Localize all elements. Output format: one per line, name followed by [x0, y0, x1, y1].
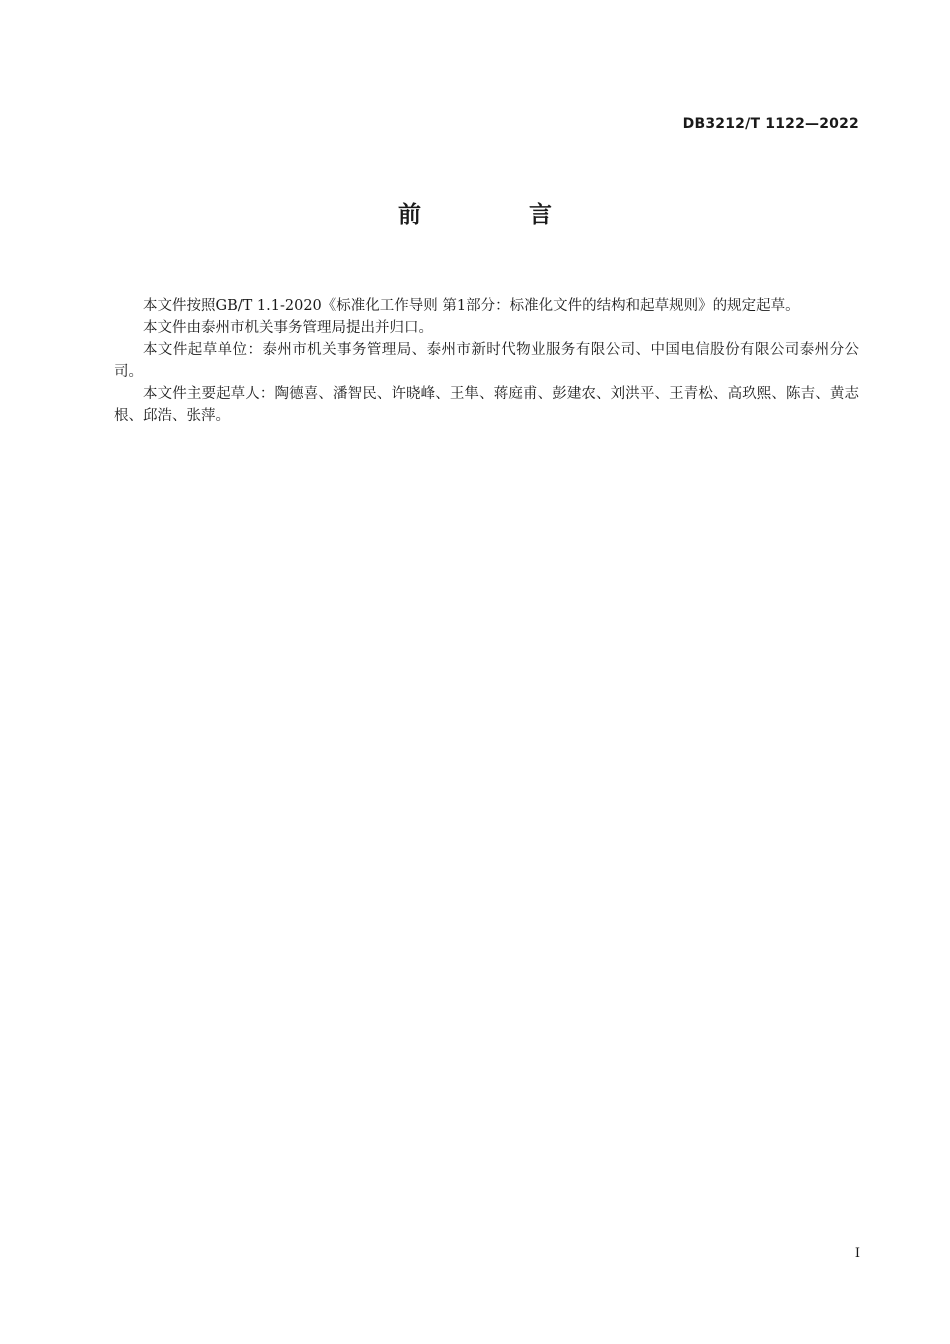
paragraph-drafters: 本文件主要起草人：陶德喜、潘智民、许晓峰、王隼、蒋庭甫、彭建农、刘洪平、王青松、高玖熙、陈吉、黄志根、邱浩、张萍。 [114, 386, 859, 424]
page-title: 前 言 [397, 202, 602, 228]
paragraph-drafting-units: 本文件起草单位：泰州市机关事务管理局、泰州市新时代物业服务有限公司、中国电信股份有限公司泰州分公司。 [114, 342, 859, 380]
paragraph-proposer: 本文件由泰州市机关事务管理局提出并归口。 [143, 320, 433, 336]
document-code: DB3212/T 1122—2022 [682, 116, 859, 132]
paragraph-drafting-rules: 本文件按照GB/T 1.1-2020《标准化工作导则 第1部分：标准化文件的结构和起草规则》的规定起草。 [143, 298, 800, 314]
foreword-body [114, 295, 859, 427]
page-number: I [854, 1246, 860, 1261]
